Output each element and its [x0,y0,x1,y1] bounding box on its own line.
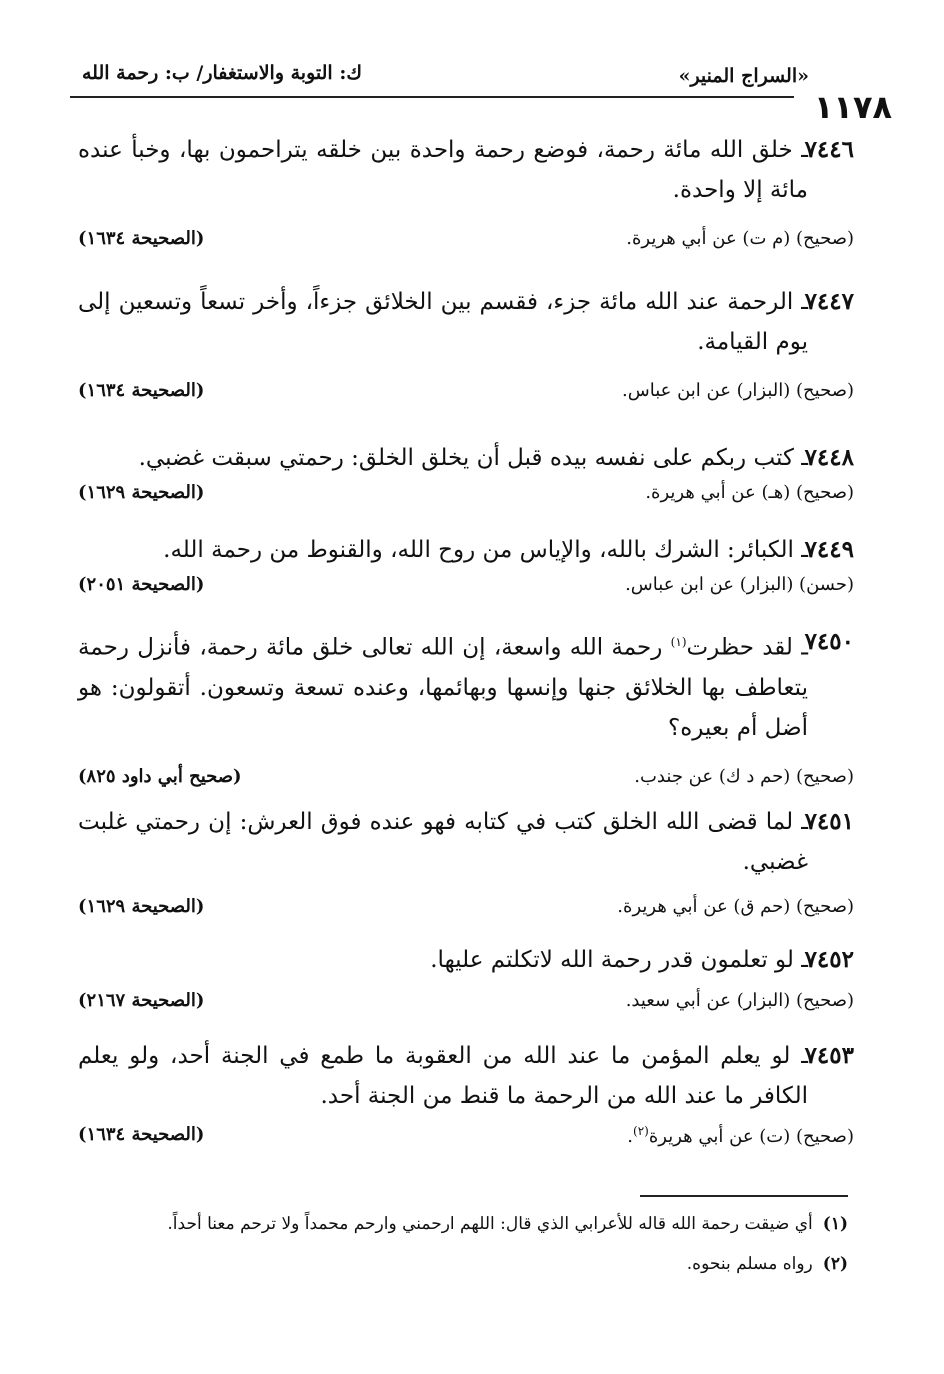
hadith-source: (حسن) (البزار) عن ابن عباس. [625,574,854,595]
footnote-mark[interactable]: (٢) [633,1124,649,1138]
hadith-entry [78,940,854,1020]
hadith-reference: (الصحيحة ٢١٦٧) [78,990,205,1011]
hadith-dash: ـ [792,634,808,661]
footnote-text: أي ضيقت رحمة الله قاله للأعرابي الذي قال: اللهم ارحمني وارحم محمداً ولا ترحم معنا أحداً. [167,1214,813,1234]
hadith-text-block [78,1036,854,1116]
page-header [70,60,892,126]
footnote-mark[interactable]: (١) [670,635,687,649]
hadith-text-block [78,622,854,748]
hadith-reference: (الصحيحة ٢٠٥١) [78,574,205,595]
hadith-source: (صحيح) (م ت) عن أبي هريرة. [626,228,854,249]
hadith-text: خلق الله مائة رحمة، فوضع رحمة واحدة بين خلقه يتراحمون بها، وخبأ عنده مائة إلا واحدة. [78,137,808,203]
hadith-text-block [78,438,854,478]
hadith-text: لو يعلم المؤمن ما عند الله من العقوبة ما طمع في الجنة أحد، ولو يعلم الكافر ما عند الله من الرحمة ما قنط من الجنة أحد. [78,1043,808,1109]
hadith-reference: (الصحيحة ١٦٣٤) [78,228,205,249]
hadith-number: ٧٤٤٨ [804,444,854,471]
hadith-text: لما قضى الله الخلق كتب في كتابه فهو عنده فوق العرش: إن رحمتي غلبت غضبي. [78,809,808,875]
hadith-dash: ـ [792,137,808,163]
hadith-text-block [78,130,854,210]
hadith-text-block [78,940,854,980]
hadith-number: ٧٤٤٧ [804,288,854,315]
section-title: ك: التوبة والاستغفار/ ب: رحمة الله [82,62,362,84]
hadith-number: ٧٤٤٩ [804,536,854,563]
hadith-source-line [78,766,854,796]
hadith-entry [78,130,854,258]
hadith-dash: ـ [793,809,808,835]
hadith-number: ٧٤٤٦ [804,136,854,163]
hadith-text-after: رحمة الله واسعة، إن الله تعالى خلق مائة رحمة، فأنزل رحمة يتعاطف بها الخلائق جنها وإنسها وبهائمها، وعنده تسعة وتسعون. أتقولون: هو أضل أم بعيره؟ [78,634,808,741]
hadith-dash: ـ [790,1043,808,1069]
hadith-source-text: (صحيح) (ت) عن أبي هريرة [648,1126,854,1147]
hadith-text-block [78,530,854,570]
hadith-source-line [78,1124,854,1154]
hadith-text: كتب ربكم على نفسه بيده قبل أن يخلق الخلق: رحمتي سبقت غضبي. [138,445,794,471]
hadith-source: (صحيح) (حم ق) عن أبي هريرة. [617,896,854,917]
hadith-number: ٧٤٥٠ [804,628,854,655]
hadith-reference: (الصحيحة ١٦٣٤) [78,380,205,401]
hadith-source-end: . [627,1126,634,1147]
footnote-item [70,1250,848,1278]
page-number: ١١٧٨ [813,88,892,126]
footnote-number: (٢) [822,1254,848,1274]
hadith-reference: (الصحيحة ١٦٢٩) [78,896,205,917]
hadith-number: ٧٤٥٢ [804,946,854,973]
hadith-source-line [78,380,854,410]
hadith-source: (صحيح) (هـ) عن أبي هريرة. [645,482,854,503]
hadith-text: الرحمة عند الله مائة جزء، فقسم بين الخلائق جزءاً، وأخر تسعاً وتسعين إلى يوم القيامة. [78,289,808,355]
hadith-source-line [78,228,854,258]
hadith-text-block [78,282,854,362]
hadith-entry [78,622,854,796]
footnote-item [70,1210,848,1238]
hadith-source-line [78,896,854,926]
hadith-source-line [78,482,854,512]
book-title: «السراج المنير» [678,65,809,87]
hadith-entry [78,530,854,604]
hadith-dash: ـ [793,445,808,471]
hadith-text-before: لقد حظرت [686,634,793,661]
footnote-number: (١) [822,1214,848,1234]
hadith-source [627,1124,854,1147]
hadith-entry [78,802,854,926]
footnote-rule [640,1195,848,1197]
hadith-reference: (الصحيحة ١٦٣٤) [78,1124,205,1145]
hadith-reference: (الصحيحة ١٦٢٩) [78,482,205,503]
hadith-dash: ـ [793,537,808,563]
hadith-source-line [78,574,854,604]
hadith-source: (صحيح) (البزار) عن ابن عباس. [622,380,854,401]
hadith-entry [78,438,854,512]
hadith-text: لو تعلمون قدر رحمة الله لاتكلتم عليها. [430,947,794,973]
hadith-text-block [78,802,854,882]
header-rule [70,96,794,98]
hadith-number: ٧٤٥١ [804,808,854,835]
hadith-number: ٧٤٥٣ [804,1042,854,1069]
hadith-source: (صحيح) (البزار) عن أبي سعيد. [625,990,854,1011]
hadith-dash: ـ [793,289,808,315]
hadith-text: الكبائر: الشرك بالله، والإياس من روح الله، والقنوط من رحمة الله. [163,537,794,563]
footnote-text: رواه مسلم بنحوه. [686,1254,813,1274]
hadith-source-line [78,990,854,1020]
hadith-source: (صحيح) (حم د ك) عن جندب. [634,765,854,787]
hadith-entry [78,1036,854,1154]
hadith-entry [78,282,854,410]
hadith-reference: (صحيح أبي داود ٨٢٥) [78,765,242,787]
hadith-dash: ـ [793,947,808,973]
